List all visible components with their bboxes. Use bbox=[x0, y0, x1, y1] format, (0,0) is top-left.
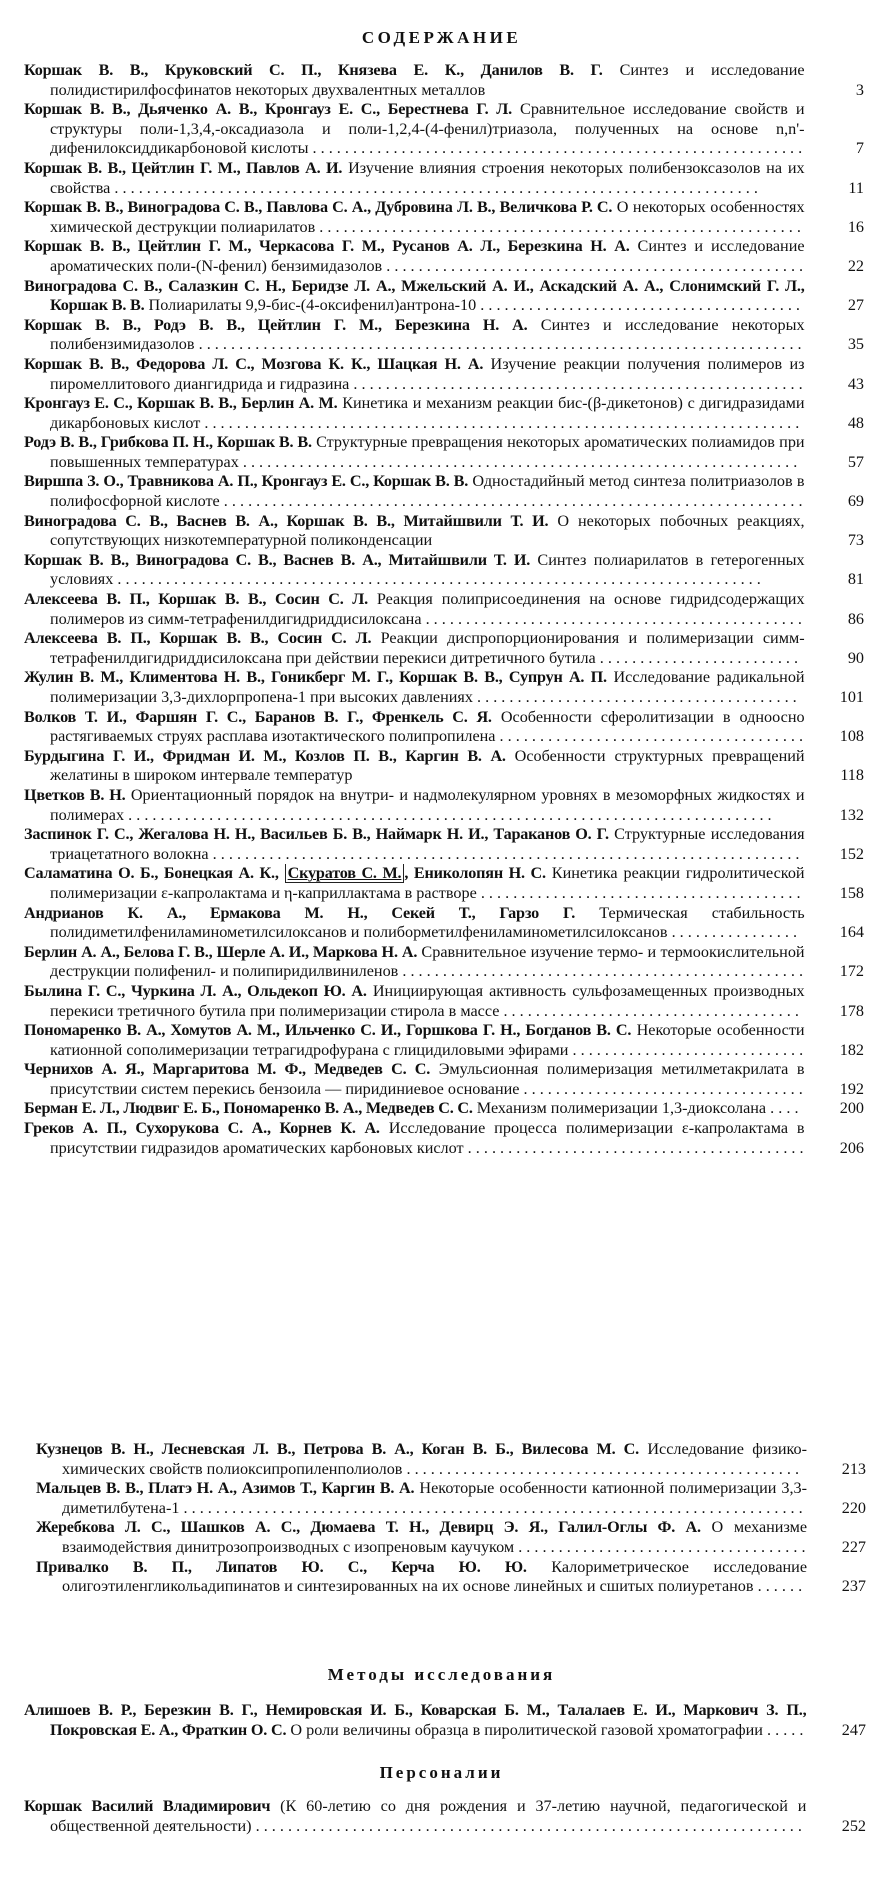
entry-page-number: 237 bbox=[841, 1577, 866, 1596]
entry-title: Термическая стабильность полидиметилфениламинометилсилоксанов и полиборметилфениламинометилсилоксанов bbox=[50, 903, 805, 942]
entry-authors: Былина Г. С., Чуркина Л. А., Ольдекоп Ю. А. bbox=[24, 981, 367, 1000]
entry-page-number: 178 bbox=[839, 1001, 864, 1020]
toc-entry[interactable] bbox=[24, 786, 864, 825]
toc-entry[interactable] bbox=[24, 237, 864, 276]
entry-authors: Коршак В. В., Федорова Л. С., Мозгова К. К., Шацкая Н. А. bbox=[24, 354, 484, 373]
toc-entry[interactable] bbox=[24, 1119, 864, 1158]
entry-text bbox=[24, 100, 805, 159]
entry-authors: Пономаренко В. А., Хомутов А. М., Ильченко С. И., Горшкова Г. Н., Богданов В. С. bbox=[24, 1021, 632, 1040]
entry-page-number: 11 bbox=[848, 178, 864, 197]
dot-leader: . . . . . . . . . . . . . . . . bbox=[667, 923, 798, 942]
entry-authors: Волков Т. И., Фаршян Г. С., Баранов В. Г., Френкель С. Я. bbox=[24, 707, 492, 726]
entry-title: Сравнительное изучение термо- и термоокислительной деструкции полифенил- и полипиридилвиниленов bbox=[50, 942, 805, 981]
toc-entry[interactable] bbox=[36, 1558, 866, 1597]
entry-text bbox=[24, 316, 805, 355]
entry-text bbox=[24, 668, 805, 707]
entry-page-number: 206 bbox=[839, 1138, 864, 1157]
entry-authors: Бурдыгина Г. И., Фридман И. М., Козлов П. В., Каргин В. А. bbox=[24, 746, 506, 765]
entry-text bbox=[24, 786, 805, 825]
entry-text bbox=[24, 708, 805, 747]
dot-leader: . . . . . . . . . . . . . . . . . . . . . . . . . . . . . . . . . . . . . . . . . . . . . . . . . bbox=[402, 1459, 800, 1478]
entry-text bbox=[24, 864, 805, 903]
entry-page-number: 172 bbox=[839, 962, 864, 981]
toc-entry[interactable] bbox=[24, 551, 864, 590]
dot-leader: . . . . . . . . . . . . . . . . . . . . . . . . . . . . . . . . . . . . . . . . . . . . . . . . . . . . . . . . . . . . . . . . . . . . bbox=[251, 1816, 802, 1835]
entry-title: Эмульсионная полимеризация метилметакрилата в присутствии систем перекись бензоила — пиридиниевое основание bbox=[50, 1060, 805, 1098]
entry-authors: Алишоев В. Р., Березкин В. Г., Немировская И. Б., Коварская Б. М., Талалаев Е. И., Маркович З. П., Покровская Е. А., Фраткин О. С. bbox=[24, 1701, 807, 1739]
entry-page-number: 247 bbox=[841, 1720, 866, 1739]
dot-leader: . . . . . . . . . . . . . . . . . . . . . . . . . . . . . . . . . . . . . . . . . . . . . . . . . . . . . . . . . . . . . . . . . . . . . . . . . . bbox=[200, 413, 800, 432]
entry-text bbox=[24, 433, 805, 472]
entry-page-number: 227 bbox=[841, 1537, 866, 1556]
entry-authors: Кронгауз Е. С., Коршак В. В., Берлин А. М. bbox=[24, 394, 338, 413]
entry-page-number: 132 bbox=[839, 805, 864, 824]
entry-authors: Виноградова С. В., Васнев В. А., Коршак В. В., Митайшвили Т. И. bbox=[24, 511, 549, 530]
entry-text bbox=[36, 1558, 807, 1597]
entry-title: (К 60-летию со дня рождения и 37-летию научной, педагогической и общественной деятельности) bbox=[50, 1797, 807, 1835]
entry-title: О некоторых особенностях химической деструкции полиарилатов bbox=[50, 198, 805, 236]
entry-authors: Виршпа З. О., Травникова А. П., Кронгауз Е. С., Коршак В. В. bbox=[24, 472, 469, 491]
entry-title: Синтез полиарилатов в гетерогенных условиях bbox=[50, 550, 805, 589]
entry-title: Некоторые особенности катионной сополимеризации тетрагидрофурана с глицидиловыми эфирами bbox=[50, 1021, 805, 1059]
toc-entry[interactable] bbox=[24, 1701, 866, 1740]
entry-authors: Коршак В. В., Дьяченко А. В., Кронгауз Е. С., Берестнева Г. Л. bbox=[24, 100, 512, 119]
entry-text bbox=[24, 982, 805, 1021]
entry-page-number: 86 bbox=[847, 609, 864, 628]
entry-page-number: 43 bbox=[847, 374, 864, 393]
toc-entry[interactable] bbox=[24, 904, 864, 943]
entry-authors: Греков А. П., Сухорукова С. А., Корнев К. А. bbox=[24, 1119, 380, 1138]
entry-page-number: 16 bbox=[847, 217, 864, 236]
section-heading-methods: Методы исследования bbox=[327, 1665, 556, 1684]
entry-text bbox=[24, 1119, 805, 1158]
dot-leader: . . . . . . . . . . . . . . . . . . . . . . . . . . . . . . . . . . . . . . . . . . . . . . . . . . . . . . . . . . . . . . . . . . . . . . . . bbox=[219, 492, 803, 511]
entry-text bbox=[24, 159, 805, 198]
toc-entry[interactable] bbox=[24, 864, 864, 903]
entry-authors: Мальцев В. В., Платэ Н. А., Азимов Т., Каргин В. А. bbox=[36, 1479, 415, 1498]
entry-authors: Кузнецов В. Н., Лесневская Л. В., Петрова В. А., Коган В. Б., Вилесова М. С. bbox=[36, 1440, 639, 1458]
toc-entry[interactable] bbox=[24, 159, 864, 198]
entry-page-number: 69 bbox=[847, 492, 864, 511]
entry-title: Изучение реакции получения полимеров из пиромеллитового диангидрида и гидразина bbox=[50, 354, 805, 393]
entry-page-number: 57 bbox=[847, 452, 864, 471]
entry-title: Исследование радикальной полимеризации 3,3-дихлорпропена-1 при высоких давлениях bbox=[50, 668, 805, 706]
entry-page-number: 3 bbox=[855, 80, 864, 99]
dot-leader: . . . . . . . . . . . . . . . . . . . . . . . . . . . . . . . . . . . . . . . . . . . . . . . . . . . . . . . . . . . . . . . . . . . . . bbox=[238, 452, 798, 471]
entry-page-number: 220 bbox=[841, 1498, 866, 1517]
entry-text bbox=[24, 904, 805, 943]
entry-title: Сравнительное исследование свойств и структуры поли-1,3,4,-оксадиазола и поли-1,2,4-(4-фенил)триазола, полученных на основе n,n'-дифенилоксиддикарбоновой кислоты bbox=[50, 100, 805, 158]
entry-page-number: 7 bbox=[855, 139, 864, 158]
entry-page-number: 108 bbox=[839, 727, 864, 746]
entry-title: О роли величины образца в пиролитической газовой хроматографии bbox=[290, 1720, 763, 1739]
entry-authors-memorial-box: Скуратов С. М. bbox=[285, 864, 405, 883]
toc-entry[interactable] bbox=[24, 1099, 864, 1119]
entry-page-number: 192 bbox=[839, 1079, 864, 1098]
entry-authors: Привалко В. П., Липатов Ю. С., Керча Ю. Ю. bbox=[36, 1557, 527, 1576]
entry-title: Синтез и исследование полидистирилфосфинатов некоторых двухвалентных металлов bbox=[50, 61, 805, 99]
entry-title: Механизм полимеризации 1,3-диоксолана bbox=[476, 1099, 767, 1118]
toc-entry[interactable] bbox=[36, 1518, 866, 1557]
entry-title: Синтез и исследование ароматических поли-(N-фенил) бензимидазолов bbox=[50, 237, 805, 275]
entry-page-number: 158 bbox=[839, 883, 864, 902]
entry-text bbox=[24, 747, 805, 786]
dot-leader: . . . . . . . . . . . . . . . . . . . . . . . . . bbox=[595, 648, 799, 667]
dot-leader: . . . . . . . . . . . . . . . . . . . . . . . . . . . . . . . . . . . . . . . . bbox=[476, 296, 800, 315]
entry-title: Калориметрическое исследование олигоэтиленгликольадипинатов и синтезированных на их основе линейных и сшитых полиуретанов bbox=[62, 1557, 808, 1596]
entry-authors: Заспинок Г. С., Жегалова Н. Н., Васильев Б. В., Наймарк Н. И., Тараканов О. Г. bbox=[24, 825, 609, 844]
toc-entry[interactable] bbox=[24, 472, 864, 511]
entry-text bbox=[24, 1060, 805, 1099]
toc-entry[interactable] bbox=[24, 394, 864, 433]
entry-title: Изучение влияния строения некоторых полибензоксазолов на их свойства bbox=[50, 158, 805, 197]
toc-entry[interactable] bbox=[24, 629, 864, 668]
entry-title: О некоторых побочных реакциях, сопутствующих низкотемпературной поликонденсации bbox=[50, 511, 805, 550]
dot-leader: . . . . . . . . . . . . . . . . . . . . . . . . . . . . . . . . . . . . . . . . . . . . . . . . . . . . bbox=[382, 256, 804, 275]
dot-leader: . . . . . bbox=[762, 1720, 804, 1739]
dot-leader: . . . . . . . . . . . . . . . . . . . . . . . . . . . . . . . . . . . . . . . . bbox=[476, 883, 801, 902]
dot-leader: . . . . . . . . . . . . . . . . . . . . . . . . . . . . . . . . . . . . . . . . . . bbox=[463, 1138, 804, 1157]
entry-title: Особенности структурных превращений желатины в широком интервале температур bbox=[50, 746, 805, 785]
entry-title: Исследование процесса полимеризации ε-капролактама в присутствии гидразидов ароматических карбоновых кислот bbox=[50, 1119, 805, 1157]
entry-text bbox=[24, 277, 805, 316]
toc-entry[interactable] bbox=[24, 1060, 864, 1099]
dot-leader: . . . . . . . . . . . . . . . . . . . . . . . . . . . . . . . . . . . . . . . . . . . . . . . . . . . . . . . . . . . . . . . . . . . . . . . . . . . . . . . . bbox=[113, 570, 761, 589]
entry-text bbox=[24, 198, 805, 237]
entry-text bbox=[36, 1518, 807, 1557]
entry-text bbox=[24, 1701, 806, 1740]
entry-authors: Коршак В. В., Круковский С. П., Князева Е. К., Данилов В. Г. bbox=[24, 61, 603, 79]
entry-text bbox=[24, 943, 805, 982]
entry-text bbox=[24, 1099, 805, 1119]
entry-text bbox=[24, 1021, 805, 1060]
entry-title: Полиарилаты 9,9-бис-(4-оксифенил)антрона-10 bbox=[148, 296, 477, 315]
entry-text bbox=[24, 825, 805, 864]
entry-authors: Саламатина О. Б., Бонецкая А. К., bbox=[24, 864, 279, 883]
entry-title: Некоторые особенности катионной полимеризации 3,3-диметилбутена-1 bbox=[62, 1479, 808, 1517]
entry-text bbox=[24, 472, 805, 511]
entry-text bbox=[24, 1797, 806, 1836]
entry-page-number: 200 bbox=[839, 1099, 864, 1118]
entry-authors: Андрианов К. А., Ермакова М. Н., Секей Т., Гарзо Г. bbox=[24, 903, 576, 922]
entry-page-number: 152 bbox=[839, 844, 864, 863]
dot-leader: . . . . . . . . . . . . . . . . . . . . . . . . . . . . . bbox=[568, 1040, 804, 1059]
entry-authors: Берман Е. Л., Людвиг Е. Б., Пономаренко В. А., Медведев С. С. bbox=[24, 1099, 473, 1118]
entry-title: Исследование физико-химических свойств полиоксипропиленполиолов bbox=[62, 1440, 808, 1478]
toc-entry[interactable] bbox=[24, 277, 864, 316]
toc-entry[interactable] bbox=[24, 747, 864, 786]
dot-leader: . . . . . . . . . . . . . . . . . . . . . . . . . . . . . . . . . . . . . . . . . . . . . . . . . . . . . . . . bbox=[349, 374, 803, 393]
page-title: СОДЕРЖАНИЕ bbox=[361, 28, 522, 47]
toc-entry[interactable] bbox=[24, 433, 864, 472]
dot-leader: . . . . . . . . . . . . . . . . . . . . . . . . . . . . . . . . . . . . . . bbox=[495, 727, 804, 746]
toc-entry[interactable] bbox=[24, 825, 864, 864]
entry-text bbox=[24, 629, 805, 668]
toc-personalia-list bbox=[24, 1797, 866, 1836]
entry-text bbox=[24, 355, 805, 394]
toc-entry[interactable] bbox=[24, 590, 864, 629]
toc-entry[interactable] bbox=[36, 1440, 866, 1479]
dot-leader: . . . . . . . . . . . . . . . . . . . . . . . . . . . . . . . . . . . . . . . . . . . . . . . . . . . . . . . . . . . . . . . . . . . . . . . . . . . bbox=[194, 335, 802, 354]
entry-page-number: 90 bbox=[847, 648, 864, 667]
section-heading-personalia: Персоналии bbox=[379, 1763, 504, 1782]
dot-leader: . . . . . . . . . . . . . . . . . . . . . . . . . . . . . . . . . . . . . bbox=[499, 1001, 799, 1020]
entry-page-number: 118 bbox=[840, 766, 864, 785]
entry-page-number: 182 bbox=[839, 1040, 864, 1059]
toc-second-list bbox=[36, 1440, 866, 1597]
entry-title: Одностадийный метод синтеза политриазолов в полифосфорной кислоте bbox=[50, 472, 805, 511]
entry-authors: Берлин А. А., Белова Г. В., Шерле А. И., Маркова Н. А. bbox=[24, 942, 418, 961]
entry-text bbox=[24, 394, 805, 433]
toc-entry[interactable] bbox=[24, 198, 864, 237]
entry-page-number: 73 bbox=[847, 531, 864, 550]
dot-leader: . . . . . . . . . . . . . . . . . . . . . . . . . . . . . . . . . . . . . . . . . . . . . . . . . . . . . . . . . . . . . . . . . . . . . . . . . . . . . . . . bbox=[124, 805, 772, 824]
dot-leader: . . . . . . . . . . . . . . . . . . . . . . . . . . . . . . . . . . . . . . . . . . . . . . . . . . . . . . . . . . . . . . . . . . . . . . . . . . . . . . . . bbox=[110, 178, 758, 197]
toc-entry[interactable] bbox=[36, 1479, 866, 1518]
toc-main-list bbox=[24, 61, 864, 1158]
dot-leader: . . . . . . . . . . . . . . . . . . . . . . . . . . . . . . . . . . . . bbox=[514, 1537, 806, 1556]
entry-authors: Жеребкова Л. С., Шашков А. С., Дюмаева Т. Н., Девирц Э. Я., Галил-Оглы Ф. А. bbox=[36, 1518, 701, 1537]
entry-text bbox=[24, 551, 805, 590]
dot-leader: . . . . . . . . . . . . . . . . . . . . . . . . . . . . . . . . . . . . . . . . bbox=[472, 688, 797, 706]
toc-entry[interactable] bbox=[24, 61, 864, 100]
entry-title: Кинетика и механизм реакции бис-(β-дикетонов) с дигидразидами дикарбоновых кислот bbox=[50, 394, 805, 432]
toc-entry[interactable] bbox=[24, 100, 864, 159]
entry-page-number: 27 bbox=[847, 296, 864, 315]
entry-title: Синтез и исследование некоторых полибензимидазолов bbox=[50, 315, 805, 354]
entry-authors: Виноградова С. В., Салазкин С. Н., Беридзе Л. А., Мжельский А. И., Аскадский А. А., Слонимский Г. Л., Коршак В. В. bbox=[24, 276, 805, 315]
entry-authors: Жулин В. М., Климентова Н. В., Гоникберг М. Г., Коршак В. В., Супрун А. П. bbox=[24, 668, 607, 687]
entry-page-number: 213 bbox=[841, 1459, 866, 1478]
entry-text bbox=[24, 61, 805, 100]
entry-authors: Коршак В. В., Виноградова С. В., Васнев В. А., Митайшвили Т. И. bbox=[24, 550, 531, 569]
toc-entry[interactable] bbox=[24, 1021, 864, 1060]
entry-text bbox=[36, 1479, 807, 1518]
entry-title: Реакция полиприсоединения на основе гидридсодержащих полимеров из симм-тетрафенилдигидриддисилоксана bbox=[50, 590, 805, 628]
entry-authors: Коршак Василий Владимирович bbox=[24, 1797, 271, 1815]
entry-authors: Чернихов А. Я., Маргаритова М. Ф., Медведев С. С. bbox=[24, 1060, 431, 1079]
dot-leader: . . . . . . . . . . . . . . . . . . . . . . . . . . . . . . . . . . . . . . . . . . . . . . . . . . . . . . . . . . . . bbox=[315, 217, 801, 236]
toc-entry[interactable] bbox=[24, 1797, 866, 1836]
entry-title: Структурные исследования триацетатного волокна bbox=[50, 825, 805, 863]
dot-leader: . . . . . . . . . . . . . . . . . . . . . . . . . . . . . . . . . . . . . . . . . . . . . . . . . . bbox=[398, 962, 803, 981]
entry-title: Особенности сферолитизации в одноосно растягиваемых струях расплава изотактического полипропилена bbox=[50, 707, 805, 746]
entry-authors: Коршак В. В., Родэ В. В., Цейтлин Г. М., Березкина Н. А. bbox=[24, 315, 528, 334]
entry-title: Инициирующая активность сульфозамещенных производных перекиси третичного бутила при полимеризации стирола в массе bbox=[50, 981, 805, 1020]
entry-page-number: 252 bbox=[841, 1816, 866, 1835]
entry-page-number: 101 bbox=[839, 688, 864, 706]
entry-authors: Алексеева В. П., Коршак В. В., Сосин С. Л. bbox=[24, 590, 368, 609]
entry-page-number: 81 bbox=[847, 570, 864, 589]
entry-title: Кинетика реакции гидролитической полимеризации ε-капролактама и η-каприллактама в растворе bbox=[50, 864, 805, 902]
dot-leader: . . . . . . . . . . . . . . . . . . . . . . . . . . . . . . . . . . . . . . . . . . . . . . . bbox=[421, 609, 802, 628]
entry-page-number: 164 bbox=[839, 923, 864, 942]
entry-authors: Родэ В. В., Грибкова П. Н., Коршак В. В. bbox=[24, 433, 312, 452]
toc-methods-list bbox=[24, 1701, 866, 1740]
dot-leader: . . . . . . bbox=[753, 1577, 803, 1596]
entry-text bbox=[24, 512, 805, 551]
toc-entry[interactable] bbox=[24, 708, 864, 747]
entry-title: Реакции диспропорционирования и полимеризации симм-тетрафенилдигидриддисилоксана при действии перекиси дитретичного бутила bbox=[50, 629, 805, 667]
entry-title: Структурные превращения некоторых ароматических полиамидов при повышенных температурах bbox=[50, 433, 805, 471]
toc-entry[interactable] bbox=[24, 512, 864, 551]
entry-title: О механизме взаимодействия динитрозопроизводных с изопреновым каучуком bbox=[62, 1518, 808, 1556]
entry-page-number: 35 bbox=[847, 335, 864, 354]
entry-authors: Алексеева В. П., Коршак В. В., Сосин С. Л. bbox=[24, 629, 372, 648]
entry-title: Ориентационный порядок на внутри- и надмолекулярном уровнях в мезоморфных жидкостях и полимерах bbox=[50, 785, 805, 824]
entry-page-number: 22 bbox=[847, 256, 864, 275]
entry-text bbox=[24, 237, 805, 276]
entry-authors: Цветков В. Н. bbox=[24, 785, 126, 804]
entry-authors: Коршак В. В., Цейтлин Г. М., Черкасова Г. М., Русанов А. Л., Березкина Н. А. bbox=[24, 237, 630, 256]
toc-entry[interactable] bbox=[24, 668, 864, 707]
toc-entry[interactable] bbox=[24, 943, 864, 982]
toc-entry[interactable] bbox=[24, 982, 864, 1021]
entry-page-number: 48 bbox=[847, 413, 864, 432]
toc-entry[interactable] bbox=[24, 316, 864, 355]
dot-leader: . . . . . . . . . . . . . . . . . . . . . . . . . . . . . . . . . . . bbox=[519, 1079, 803, 1098]
entry-authors: Коршак В. В., Цейтлин Г. М., Павлов А. И. bbox=[24, 158, 343, 177]
dot-leader: . . . . . . . . . . . . . . . . . . . . . . . . . . . . . . . . . . . . . . . . . . . . . . . . . . . . . . . . . . . . . . . . . . . . . . . . . bbox=[208, 844, 800, 863]
entry-text bbox=[24, 590, 805, 629]
entry-authors: , Ениколопян Н. С. bbox=[404, 864, 546, 883]
dot-leader: . . . . . . . . . . . . . . . . . . . . . . . . . . . . . . . . . . . . . . . . . . . . . . . . . . . . . . . . . . . . . bbox=[308, 139, 803, 158]
dot-leader: . . . . bbox=[766, 1099, 799, 1118]
entry-text bbox=[36, 1440, 807, 1479]
entry-authors: Коршак В. В., Виноградова С. В., Павлова С. А., Дубровина Л. В., Величкова Р. С. bbox=[24, 198, 613, 217]
dot-leader: . . . . . . . . . . . . . . . . . . . . . . . . . . . . . . . . . . . . . . . . . . . . . . . . . . . . . . . . . . . . . . . . . . . . . . . . . . . . . bbox=[179, 1498, 803, 1517]
toc-entry[interactable] bbox=[24, 355, 864, 394]
